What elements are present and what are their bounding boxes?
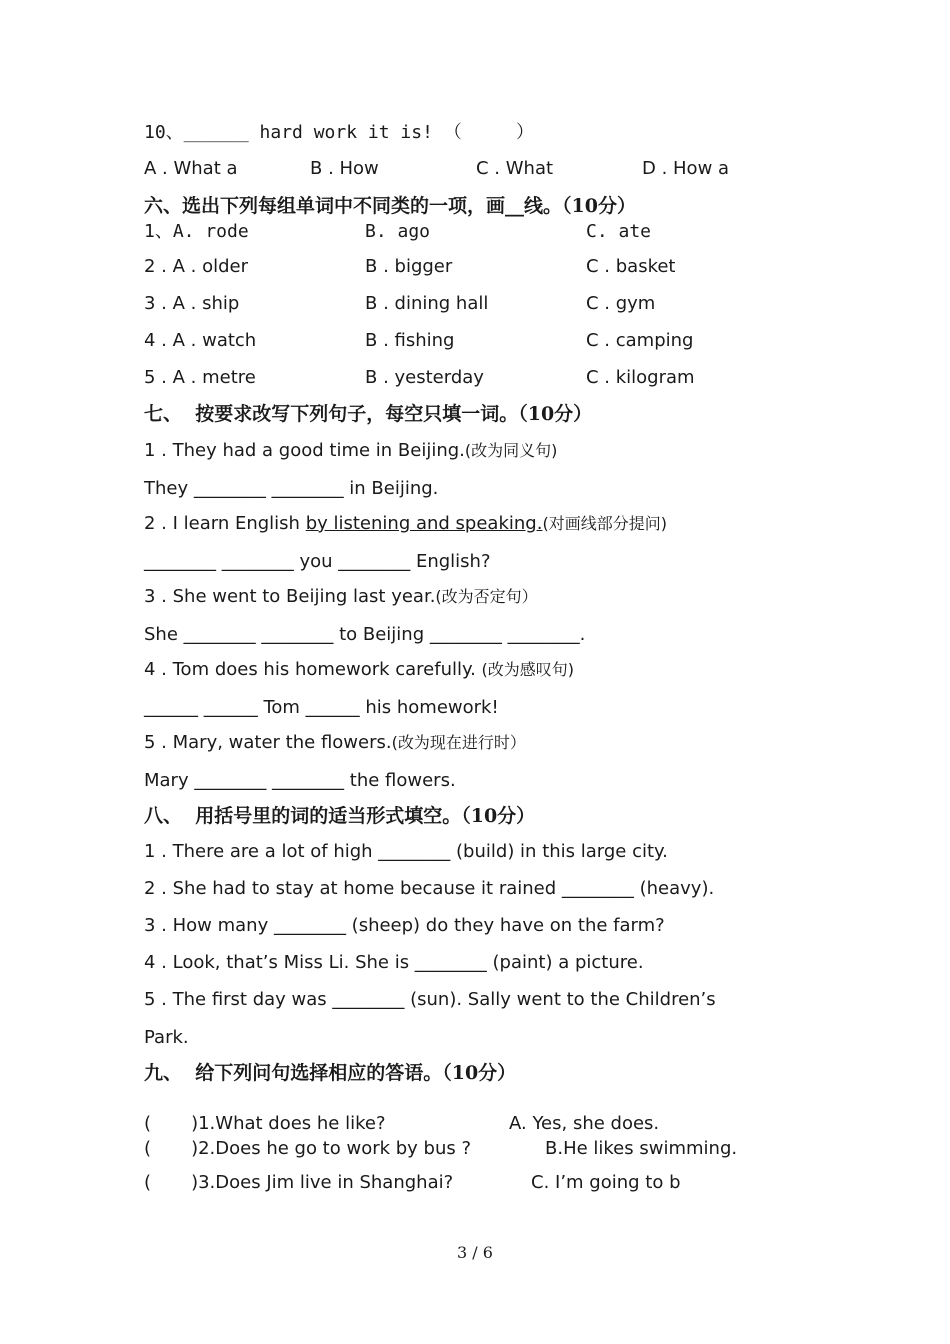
s7-q1: [144, 439, 557, 463]
s6-row1-c: C. ate: [586, 221, 652, 242]
s6-row1-b: B. ago: [365, 221, 431, 242]
q10-option-b: B . How: [310, 158, 379, 179]
s6-row2-b: B . bigger: [365, 256, 453, 277]
s6-row2-a: 2 . A . older: [144, 256, 249, 277]
s6-row3-b: B . dining hall: [365, 293, 489, 314]
s6-row3-c: C . gym: [586, 293, 656, 314]
s6-row4-a: 4 . A . watch: [144, 330, 257, 351]
s9-q1: ( )1.What does he like?: [144, 1113, 386, 1134]
s7-q3-instruction: (改为否定句）: [435, 587, 538, 606]
s7-q3: [144, 585, 538, 609]
s6-row5-a: 5 . A . metre: [144, 367, 256, 388]
section-9-heading: 九、 给下列问句选择相应的答语。（10分）: [144, 1062, 517, 1084]
s7-q2-answer: ________ ________ you ________ English?: [144, 551, 491, 572]
s8-item-4: 4 . Look, that’s Miss Li. She is ________ (paint) a picture.: [144, 952, 644, 973]
s7-q1-instruction: (改为同义句): [464, 441, 558, 460]
s9-a3: C. I’m going to b: [531, 1172, 681, 1193]
section-8-heading: 八、 用括号里的词的适当形式填空。（10分）: [144, 805, 536, 827]
s8-item-5: 5 . The first day was ________ (sun). Sally went to the Children’s: [144, 989, 716, 1010]
s6-row1-a: 1、A. rode: [144, 221, 249, 242]
s7-q2-instruction: (对画线部分提问): [542, 514, 667, 533]
section-6-heading: 六、选出下列每组单词中不同类的一项，画__线。（10分）: [144, 195, 636, 217]
s8-item-1: 1 . There are a lot of high ________ (build) in this large city.: [144, 841, 668, 862]
s7-q5: [144, 731, 526, 755]
s9-q3: ( )3.Does Jim live in Shanghai?: [144, 1172, 454, 1193]
s6-row4-c: C . camping: [586, 330, 694, 351]
s7-q3-text: 3 . She went to Beijing last year.: [144, 586, 436, 607]
s9-a1: A. Yes, she does.: [509, 1113, 660, 1134]
page-number: 3 / 6: [457, 1243, 493, 1262]
s6-row5-c: C . kilogram: [586, 367, 695, 388]
s7-q5-text: 5 . Mary, water the flowers.: [144, 732, 392, 753]
s6-row3-a: 3 . A . ship: [144, 293, 240, 314]
s6-row2-c: C . basket: [586, 256, 676, 277]
s7-q1-answer: They ________ ________ in Beijing.: [144, 478, 439, 499]
s9-a2: B.He likes swimming.: [545, 1138, 738, 1159]
s8-item-3: 3 . How many ________ (sheep) do they have on the farm?: [144, 915, 665, 936]
q10-option-a: A . What a: [144, 158, 238, 179]
question-10: 10、______ hard work it is! （ ）: [144, 122, 534, 143]
s7-q3-answer: She ________ ________ to Beijing ________ ________.: [144, 624, 586, 645]
s7-q2: [144, 512, 667, 536]
s7-q4: [144, 658, 574, 682]
s9-q2: ( )2.Does he go to work by bus ?: [144, 1138, 472, 1159]
s7-q2-text: 2 . I learn English: [144, 513, 306, 534]
s6-row4-b: B . fishing: [365, 330, 455, 351]
s7-q5-answer: Mary ________ ________ the flowers.: [144, 770, 456, 791]
s7-q4-text: 4 . Tom does his homework carefully.: [144, 659, 482, 680]
s8-item-5-cont: Park.: [144, 1027, 189, 1048]
q10-option-c: C . What: [476, 158, 554, 179]
s6-row5-b: B . yesterday: [365, 367, 484, 388]
s7-q5-instruction: (改为现在进行时）: [391, 733, 526, 752]
q10-option-d: D . How a: [642, 158, 730, 179]
section-7-heading: 七、 按要求改写下列句子，每空只填一词。（10分）: [144, 403, 593, 425]
s7-q2-underlined: by listening and speaking.: [305, 513, 543, 534]
s8-item-2: 2 . She had to stay at home because it rained ________ (heavy).: [144, 878, 715, 899]
s7-q4-instruction: (改为感叹句): [481, 660, 575, 679]
s7-q4-answer: ______ ______ Tom ______ his homework!: [144, 697, 499, 718]
s7-q1-text: 1 . They had a good time in Beijing.: [144, 440, 465, 461]
